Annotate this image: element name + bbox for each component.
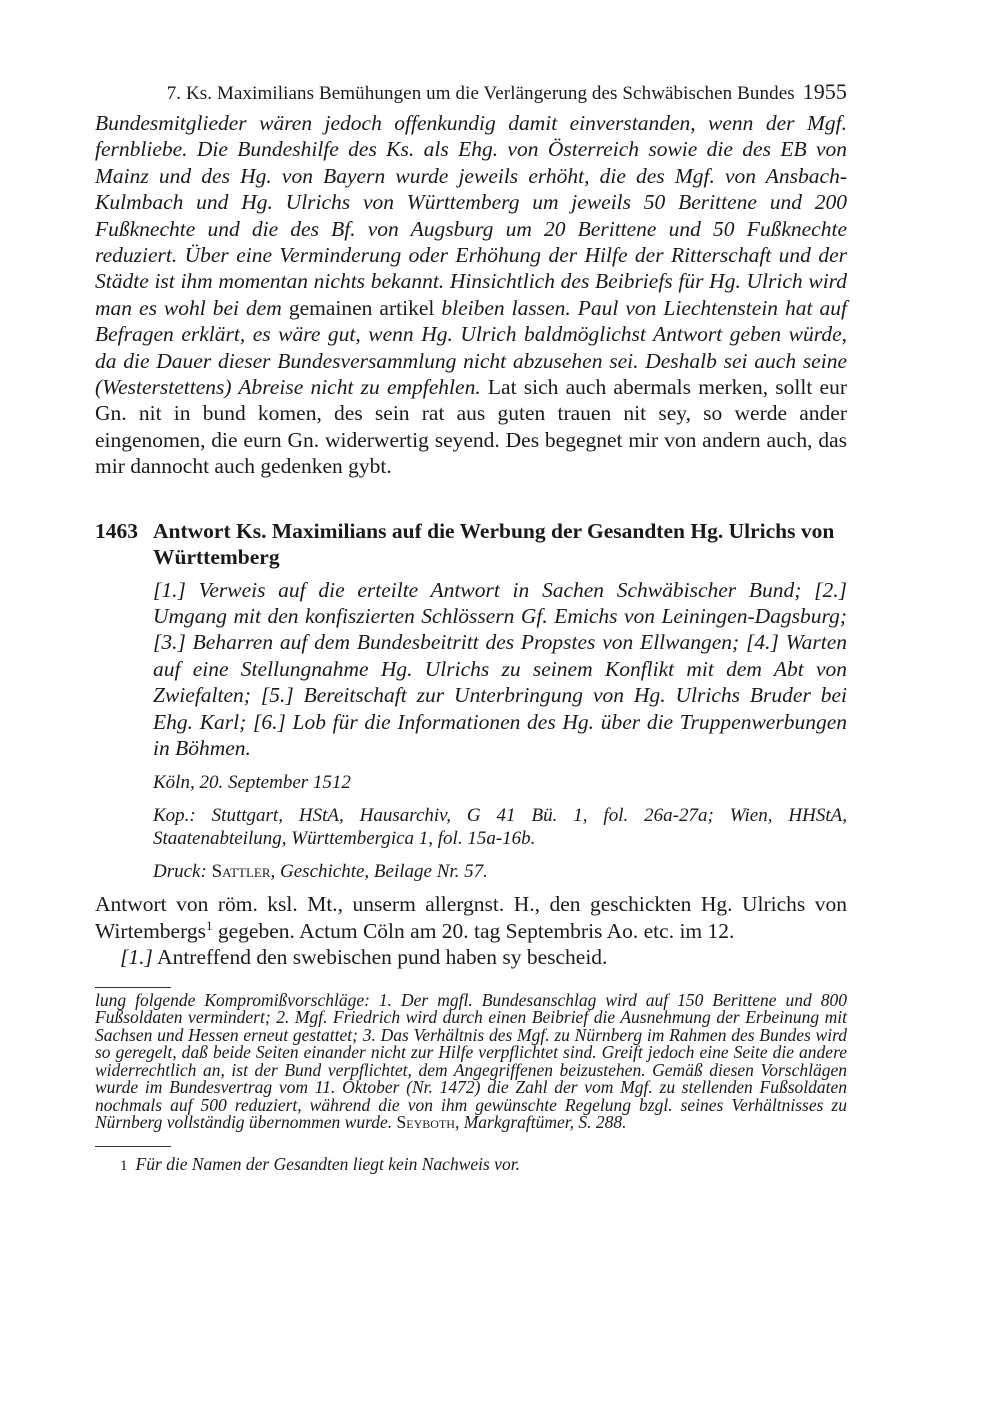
paragraph-quote-inline: gemainen artikel bbox=[288, 295, 435, 320]
footnote-continuation bbox=[95, 989, 847, 1133]
paragraph-quote: Lat sich auch abermals merken, sollt eur Gn. nit in bund komen, des sein rat aus guten trauen nit sey, so werde ander eingenomen, die eurn Gn. widerwertig seyend. Des begegnet mir von andern auch, das mir dannocht auch gedenken gybt. bbox=[95, 375, 847, 479]
page bbox=[95, 78, 847, 1177]
document-text-intro bbox=[95, 891, 847, 944]
document-heading bbox=[95, 518, 847, 571]
place-date: Köln, 20. September 1512 bbox=[153, 772, 351, 794]
page-number: 1955 bbox=[802, 79, 847, 104]
footnote-number: 1 bbox=[120, 1157, 128, 1174]
copies-note: Kop.: Stuttgart, HStA, Hausarchiv, G 41 Bü. 1, fol. 26a-27a; Wien, HHStA, Staatenabteilung, Württembergica 1, fol. 15a-16b. bbox=[153, 805, 847, 850]
print-label: Druck: bbox=[153, 861, 207, 883]
document-summary: [1.] Verweis auf die erteilte Antwort in Sachen Schwäbischer Bund; [2.] Umgang mit den konfiszierten Schlössern Gf. Emichs von Leiningen-Dagsburg; [3.] Beharren auf dem Bundesbeitritt des Propstes von Ellwangen; [4.] Warten auf eine Stellungnahme Hg. Ulrichs zu seinem Konflikt mit dem Abt von Zwiefalten; [5.] Bereitschaft zur Unterbringung von Hg. Ulrichs Bruder bei Ehg. Karl; [6.] Lob für die Informationen des Hg. über die Truppenwerbungen in Böhmen. bbox=[153, 577, 847, 760]
running-head bbox=[95, 78, 847, 108]
paragraph-italic-summary: Bundesmitglieder wären jedoch offenkundig damit einverstanden, wenn der Mgf. fernbliebe. Die Bundeshilfe des Ks. als Ehg. von Österreich sowie die des EB von Mainz und des Hg. von Bayern wurde jeweils erhöht, die des Mgf. von Ansbach-Kulmbach und Hg. Ulrichs von Württemberg um jeweils 50 Berittene und 200 Fußknechte und die des Bf. von Augsburg um 20 Berittene und 50 Fußknechte reduziert. Über eine Verminderung oder Erhöhung der Hilfe der Ritterschaft und der Städte ist ihm momentan nichts bekannt. Hinsichtlich des Beibriefs für Hg. Ulrich wird man es wohl bei dem bbox=[95, 111, 847, 320]
print-note bbox=[153, 860, 847, 883]
document-apparatus bbox=[153, 577, 847, 884]
footnote-divider-2 bbox=[95, 1146, 171, 1147]
print-rest: , Geschichte, Beilage Nr. 57. bbox=[270, 861, 488, 883]
footnote-continuation-text: lung folgende Kompromißvorschläge: 1. Der mgfl. Bundesanschlag wird auf 150 Berittene und 800 Fußsoldaten vermindert; 2. Mgf. Friedrich wird durch einen Beibrief die Ausnehmung der Erbeinung mit Sachsen und Hessen erneut gestattet; 3. Das Verhältnis des Mgf. zu Nürnberg im Rahmen des Bundes wird so geregelt, daß beide Seiten einander nicht zur Hilfe verpflichtet sind. Greift jedoch eine Seite die andere widerrechtlich an, ist der Bund verpflichtet, dem Angegriffenen beizustehen. Gemäß diesen Vorschlägen wurde im Bundesvertrag vom 11. Oktober (Nr. 1472) die Zahl der vom Mgf. zu stellenden Fußsoldaten nochmals auf 500 reduziert, während die von ihm gewünschte Regelung bzgl. seines Verhältnisses zu Nürnberg vollständig übernommen wurde. bbox=[95, 989, 847, 1133]
footnote-text: Für die Namen der Gesandten liegt kein Nachweis vor. bbox=[135, 1153, 520, 1174]
footnote-divider bbox=[95, 987, 171, 988]
paragraph-italic-summary-2: bleiben lassen. Paul von Liechtenstein hat auf Befragen erklärt, es wäre gut, wenn Hg. Ulrich baldmöglichst Antwort geben würde, da die Dauer dieser Bundesversammlung nicht abzusehen sei. Deshalb sei auch seine (Westerstettens) Abreise nicht zu empfehlen. bbox=[95, 295, 847, 400]
continued-paragraph bbox=[95, 110, 847, 480]
item-label: [1.] bbox=[120, 945, 153, 970]
item-text: Antreffend den swebischen pund haben sy bescheid. bbox=[152, 945, 608, 970]
footnote-reference: 1 bbox=[206, 917, 213, 933]
print-author: Sattler bbox=[211, 861, 271, 883]
intro-text-a: Antwort von röm. ksl. Mt., unserm allergnst. H., den geschickten Hg. Ulrichs von Wirtembergs bbox=[95, 892, 847, 943]
running-title: 7. Ks. Maximilians Bemühungen um die Verlängerung des Schwäbischen Bundes bbox=[166, 83, 795, 104]
document-text-item-1 bbox=[95, 944, 847, 970]
footnote-continuation-rest: , Markgraftümer, S. 288. bbox=[454, 1112, 627, 1133]
document-title: Antwort Ks. Maximilians auf die Werbung der Gesandten Hg. Ulrichs von Württemberg bbox=[153, 518, 835, 570]
document-number: 1463 bbox=[95, 518, 138, 543]
footnote-1 bbox=[120, 1153, 847, 1177]
footnote-continuation-author: Seyboth bbox=[396, 1112, 455, 1133]
intro-text-b: gegeben. Actum Cöln am 20. tag Septembris Ao. etc. im 12. bbox=[212, 918, 735, 943]
